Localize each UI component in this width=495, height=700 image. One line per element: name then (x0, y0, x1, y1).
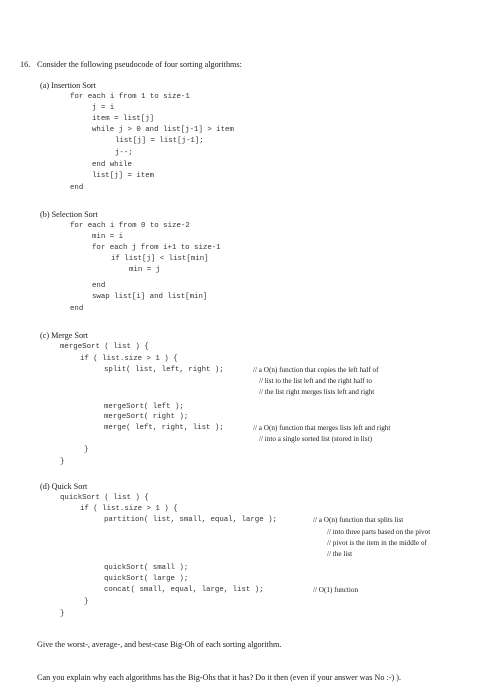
code-comment: // a O(n) function that splits list (313, 516, 404, 524)
code-line: quickSort( large ); (104, 575, 189, 583)
code-line: list[j] = item (92, 172, 155, 180)
code-line: partition( list, small, equal, large ); (104, 516, 277, 524)
code-line: if list[j] < list[min] (111, 255, 209, 263)
code-comment: // into three parts based on the pivot (327, 528, 431, 536)
code-line: for each i from 1 to size-1 (70, 93, 190, 101)
merge-sort-heading: (c) Merge Sort (40, 331, 89, 340)
selection-sort-heading: (b) Selection Sort (40, 210, 98, 219)
code-comment: // pivot is the item in the middle of (327, 539, 427, 547)
code-line: j = i (92, 104, 115, 112)
code-line: list[j] = list[j-1]; (115, 137, 204, 145)
insertion-sort-heading: (a) Insertion Sort (40, 81, 96, 90)
quick-sort-heading: (d) Quick Sort (40, 482, 88, 491)
code-line: quickSort ( list ) { (60, 494, 149, 502)
code-line: } (60, 458, 65, 466)
code-line: mergeSort( right ); (104, 413, 189, 421)
code-line: end (70, 184, 84, 192)
code-line: } (84, 446, 89, 454)
code-line: for each j from i+1 to size-1 (92, 244, 221, 252)
code-line: swap list[i] and list[min] (92, 293, 208, 301)
code-line: for each i from 0 to size-2 (70, 222, 190, 230)
question-prompt: Consider the following pseudocode of four sorting algorithms: (37, 60, 242, 69)
code-comment: // into a single sorted list (stored in list) (259, 435, 372, 443)
code-line: while j > 0 and list[j-1] > item (92, 126, 234, 134)
code-line: min = j (129, 266, 161, 274)
code-comment: // O(1) function (313, 586, 359, 594)
code-line: end while (92, 161, 132, 169)
code-comment: // a O(n) function that merges lists left and right (253, 424, 391, 432)
task-instruction: Give the worst-, average-, and best-case Big-Oh of each sorting algorithm. (37, 640, 282, 649)
code-line: mergeSort( left ); (104, 403, 184, 411)
code-line: split( list, left, right ); (104, 366, 224, 374)
followup-question: Can you explain why each algorithms has the Big-Ohs that it has? Do it then (even if your answer was No :-) ). (37, 673, 402, 682)
code-line: merge( left, right, list ); (104, 424, 224, 432)
question-number: 16. (20, 60, 31, 69)
code-line: concat( small, equal, large, list ); (104, 586, 264, 594)
code-line: mergeSort ( list ) { (60, 343, 149, 351)
code-comment: // list to the list left and the right half to (259, 377, 372, 385)
code-line: } (60, 610, 65, 618)
code-comment: // a O(n) function that copies the left half of (253, 366, 379, 374)
code-line: } (84, 598, 89, 606)
code-line: min = i (92, 233, 124, 241)
code-comment: // the list right merges lists left and right (259, 388, 375, 396)
code-line: end (92, 282, 106, 290)
code-line: if ( list.size > 1 ) { (80, 505, 178, 513)
code-line: quickSort( small ); (104, 564, 189, 572)
code-line: end (70, 305, 84, 313)
code-line: item = list[j] (92, 115, 155, 123)
code-comment: // the list (327, 550, 353, 558)
code-line: if ( list.size > 1 ) { (80, 355, 178, 363)
code-line: j--; (115, 149, 133, 157)
